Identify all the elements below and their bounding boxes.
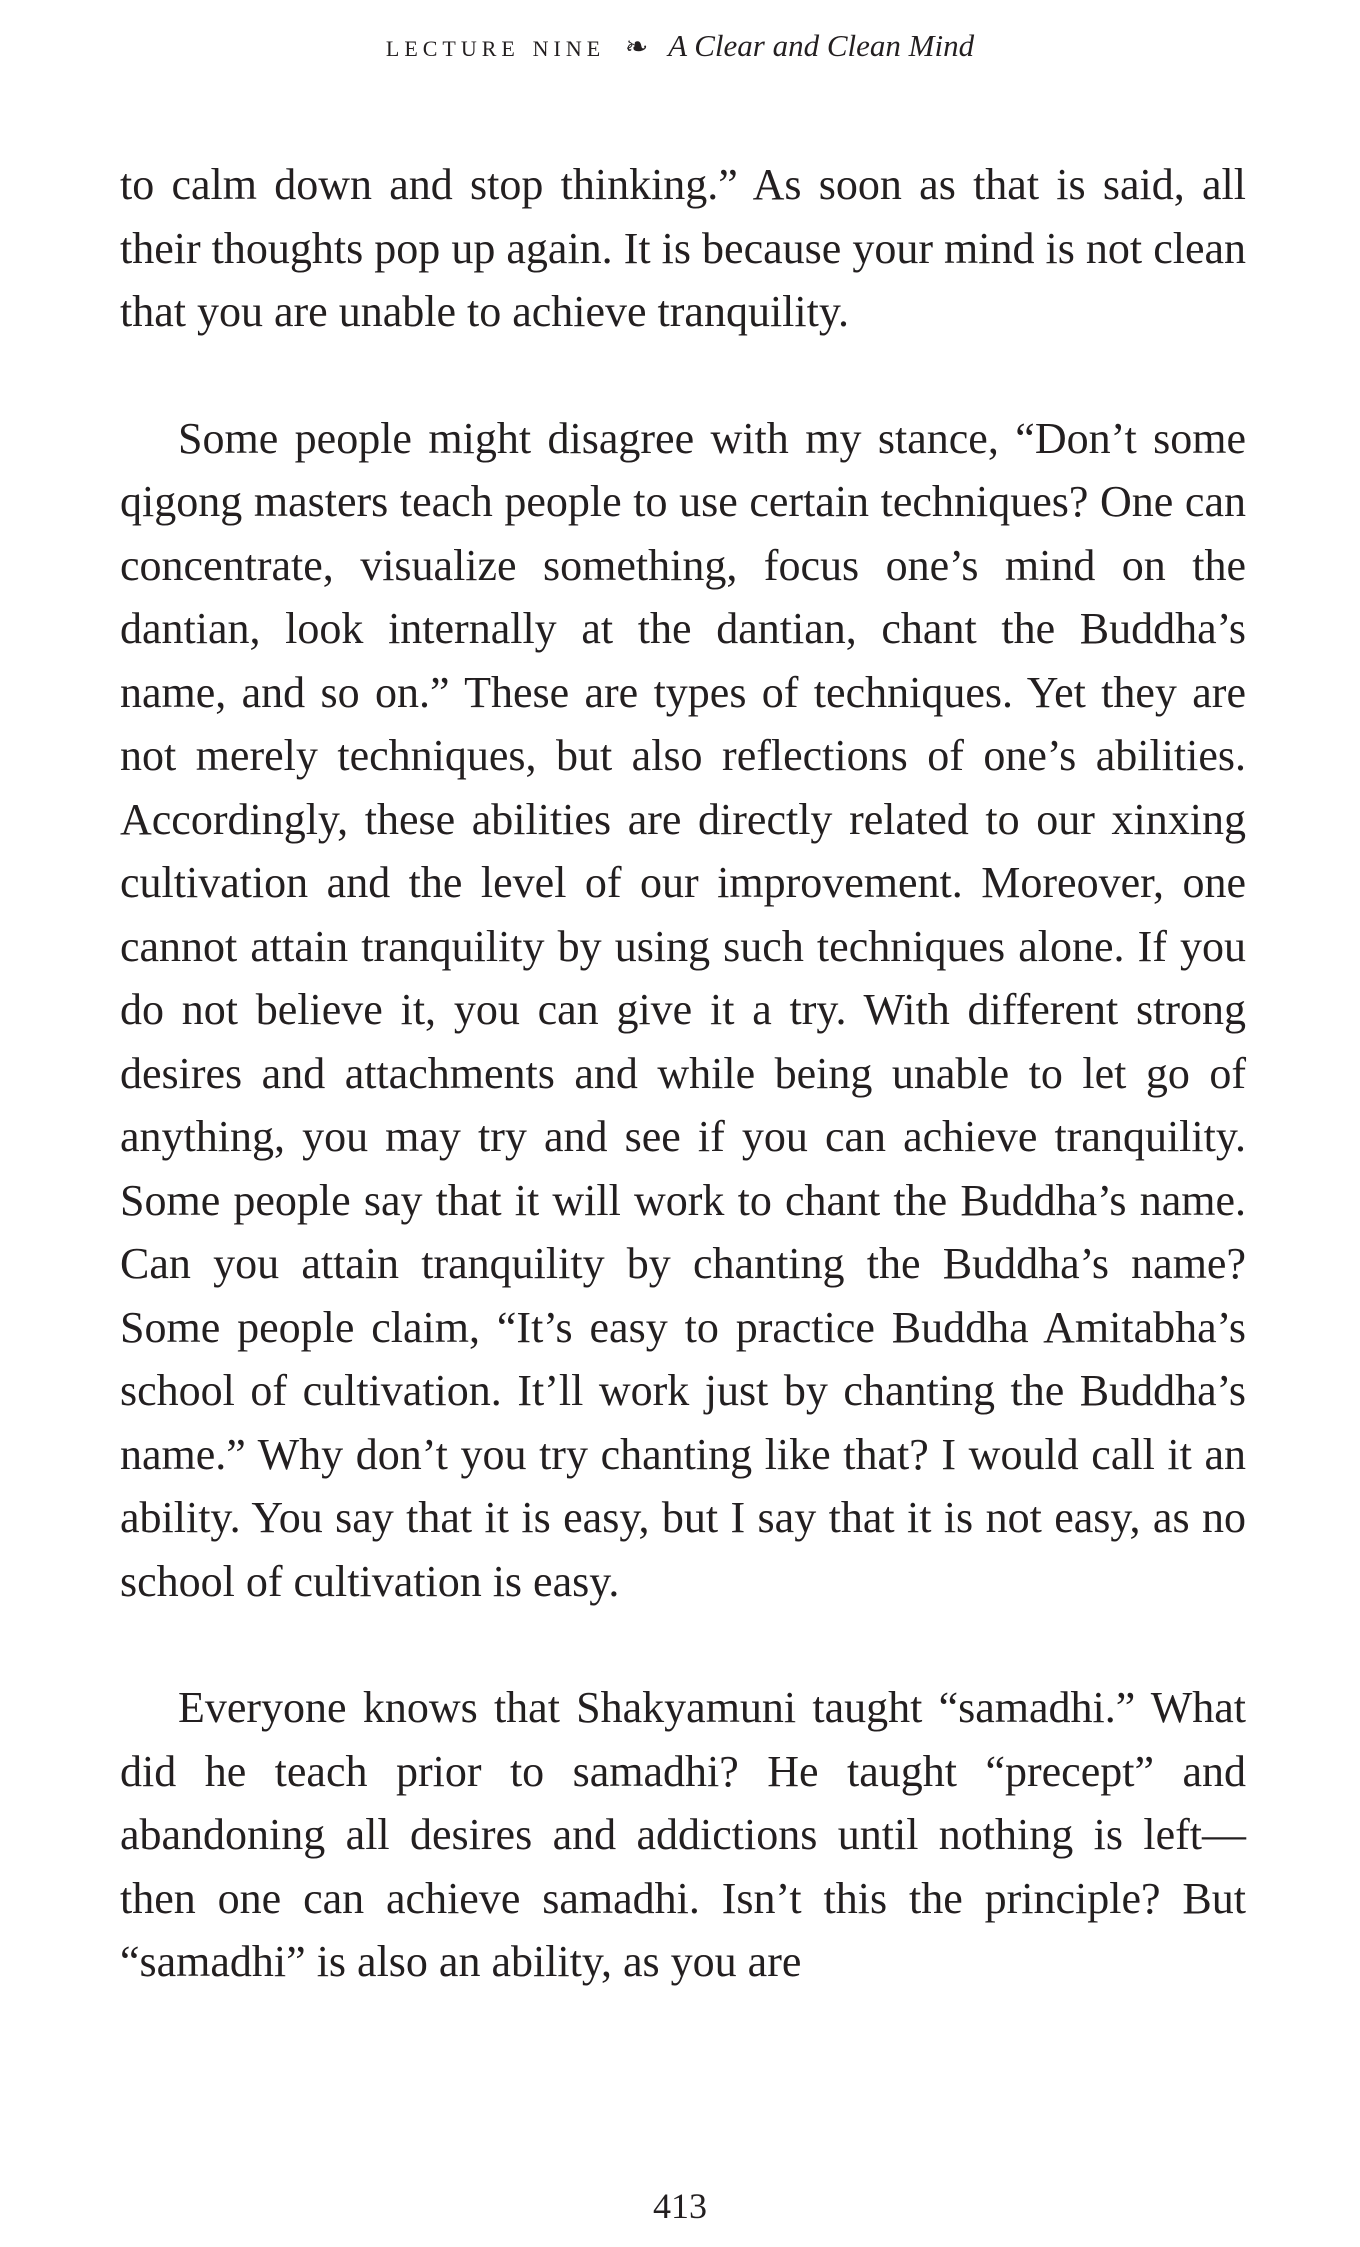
paragraph-3: Everyone knows that Shakyamuni taught “samadhi.” What did he teach prior to samadhi? He taught “precept” and abandoning all desires and addictions until nothing is left—then one can achieve samadhi. Isn’t this the principle? But “samadhi” is also an ability, as you are [120, 1683, 1246, 1986]
running-head [0, 24, 1360, 70]
paragraph-1: to calm down and stop thinking.” As soon as that is said, all their thoughts pop up again. It is because your mind is not clean that you are unable to achieve tranquility. [120, 160, 1246, 336]
fleuron-icon: ❧ [624, 32, 649, 63]
chapter-label: lecture nine [385, 28, 606, 63]
page-number: 413 [653, 2186, 707, 2226]
paragraph-2: Some people might disagree with my stance, “Don’t some qigong masters teach people to use certain techniques? One can concentrate, visualize something, focus one’s mind on the dantian, look internally at the dantian, chant the Buddha’s name, and so on.” These are types of techniques. Yet they are not merely techniques, but also reflections of one’s abilities. Accordingly, these abilities are directly related to our xinxing cultivation and the level of our improvement. Moreover, one cannot attain tranquility by using such techniques alone. If you do not believe it, you can give it a try. With different strong desires and attachments and while being unable to let go of anything, you may try and see if you can achieve tranquility. Some people say that it will work to chant the Buddha’s name. Can you attain tranquility by chanting the Buddha’s name? Some people claim, “It’s easy to practice Buddha Amitabha’s school of cultivation. It’ll work just by chanting the Buddha’s name.” Why don’t you try chanting like that? I would call it an ability. You say that it is easy, but I say that it is not easy, as no school of cultivation is easy. [120, 413, 1246, 1606]
chapter-title: A Clear and Clean Mind [668, 28, 975, 63]
body-text [120, 153, 1246, 1994]
